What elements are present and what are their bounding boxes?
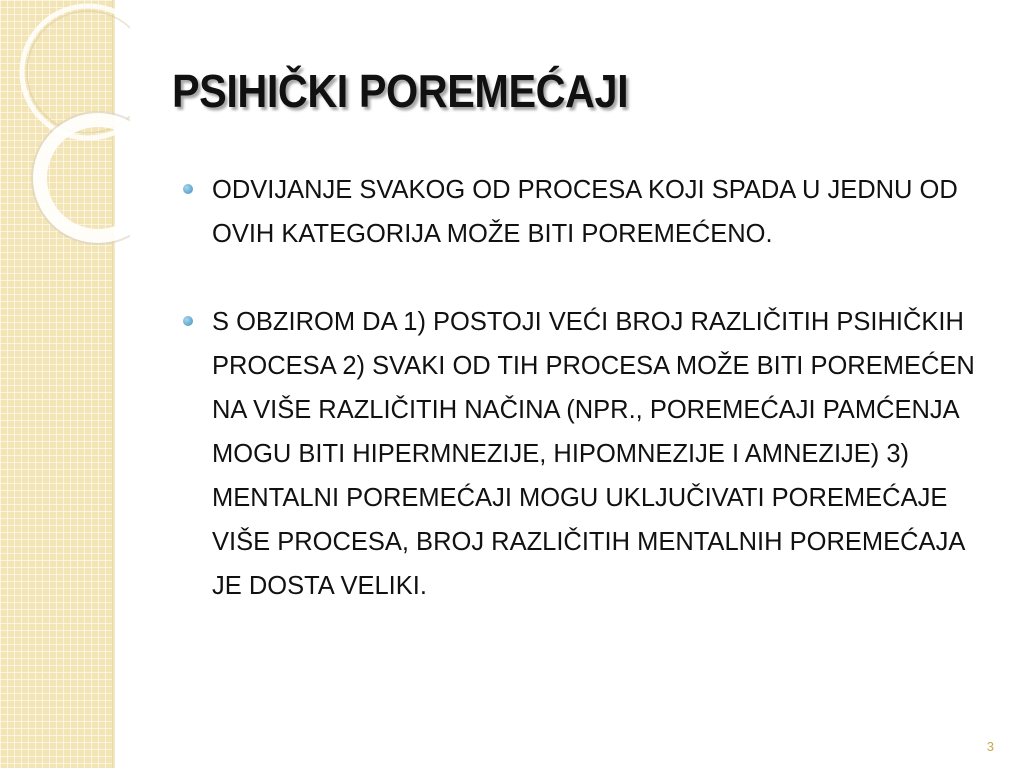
bullet-list (180, 168, 992, 608)
bullet-text: ODVIJANJE SVAKOG OD PROCESA KOJI SPADA U JEDNU OD OVIH KATEGORIJA MOŽE BITI POREMEĆENO. (212, 176, 958, 248)
bullet-dot-icon (183, 316, 193, 326)
page-number: 3 (986, 739, 994, 754)
slide-title: PSIHIČKI POREMEĆAJI (172, 65, 629, 117)
bullet-dot-icon (183, 184, 193, 194)
bullet-item (180, 300, 992, 608)
bullet-item (180, 168, 992, 256)
decorative-rings-icon (0, 0, 130, 260)
bullet-text: S OBZIROM DA 1) POSTOJI VEĆI BROJ RAZLIČITIH PSIHIČKIH PROCESA 2) SVAKI OD TIH PROCESA MOŽE BITI POREMEĆEN NA VIŠE RAZLIČITIH NAČINA (NPR., POREMEĆAJI PAMĆENJA MOGU BITI HIPERMNEZIJE, HIPOMNEZIJE I AMNEZIJE) 3) MENTALNI POREMEĆAJI MOGU UKLJUČIVATI POREMEĆAJE VIŠE PROCESA, BROJ RAZLIČITIH MENTALNIH POREMEĆAJA JE DOSTA VELIKI. (212, 308, 975, 600)
